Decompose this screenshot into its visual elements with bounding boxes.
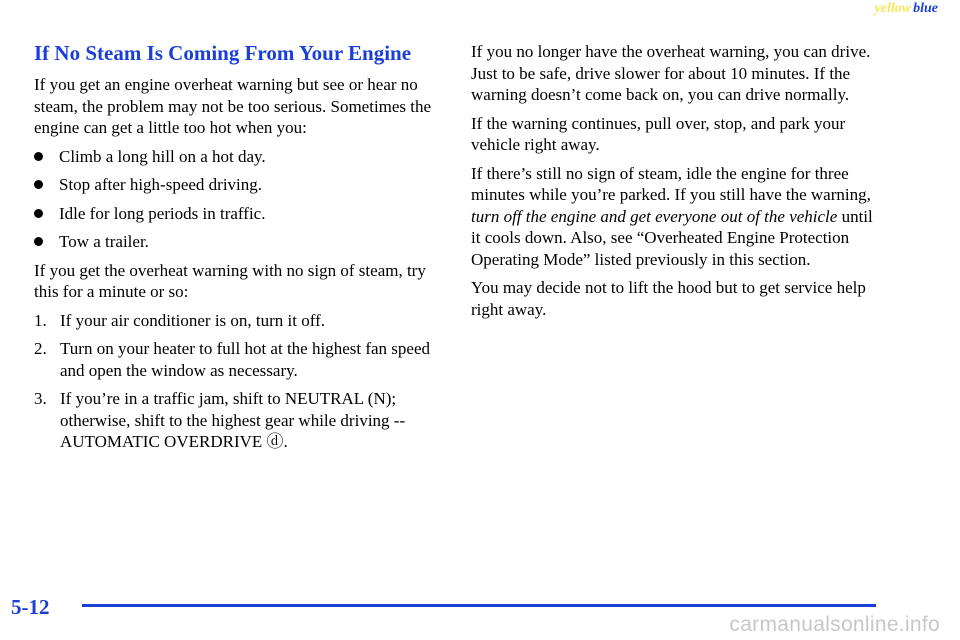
idle-engine-emphasis: turn off the engine and get everyone out of the vehicle (471, 206, 838, 226)
color-tag (875, 0, 938, 18)
service-paragraph: You may decide not to lift the hood but to get service help right away. (471, 278, 866, 319)
step-text: If you’re in a traffic jam, shift to NEUTRAL (N); otherwise, shift to the highest gear while driving -- AUTOMATIC OVERDRIVE ⓓ. (60, 389, 406, 451)
intro-paragraph: If you get an engine overheat warning but see or hear no steam, the problem may not be too serious. Sometimes the engine can get a little too hot when you: (34, 75, 432, 137)
bullet-text: Tow a trailer. (59, 232, 149, 251)
bullet-dot-icon (34, 152, 43, 161)
bullet-item (34, 203, 444, 225)
color-tag-blue: blue (913, 1, 938, 16)
idle-engine-text-end: until it cools down. Also, see “Overheated Engine Protection Operating Mode” listed previously in this section. (471, 206, 873, 269)
step-number: 3. (34, 389, 47, 408)
bullet-item (34, 231, 444, 253)
numbered-step (34, 338, 444, 381)
bullet-dot-icon (34, 209, 43, 218)
step-text: If your air conditioner is on, turn it off. (60, 310, 326, 330)
footer-divider (82, 604, 876, 607)
step-number: 2. (34, 339, 47, 358)
left-column (34, 40, 444, 460)
step-text: Turn on your heater to full hot at the highest fan speed and open the window as necessary. (60, 339, 430, 380)
bullet-item (34, 146, 444, 168)
bullet-dot-icon (34, 237, 43, 246)
watermark: carmanualsonline.info (729, 613, 940, 636)
warning-continues-paragraph: If the warning continues, pull over, stop, and park your vehicle right away. (471, 113, 846, 154)
color-tag-yellow: yellow (874, 1, 912, 16)
idle-engine-paragraph (471, 163, 881, 271)
bullet-item (34, 174, 444, 196)
no-warning-paragraph: If you no longer have the overheat warning, you can drive. Just to be safe, drive slower for about 10 minutes. If the warning doesn’t come back on, you can drive normally. (471, 42, 871, 104)
bullet-text: Climb a long hill on a hot day. (59, 146, 266, 166)
numbered-step (34, 388, 444, 453)
step-number: 1. (34, 310, 47, 330)
right-column (471, 41, 881, 327)
section-heading: If No Steam Is Coming From Your Engine (34, 41, 412, 65)
numbered-step (34, 310, 444, 332)
page-number: 5-12 (11, 595, 50, 619)
steam-instruction-paragraph: If you get the overheat warning with no sign of steam, try this for a minute or so: (34, 260, 426, 301)
bullet-dot-icon (34, 180, 43, 189)
idle-engine-text: If there’s still no sign of steam, idle the engine for three minutes while you’re parked. If you still have the warning, (471, 163, 871, 204)
bullet-text: Stop after high-speed driving. (59, 175, 263, 194)
bullet-text: Idle for long periods in traffic. (59, 203, 266, 223)
